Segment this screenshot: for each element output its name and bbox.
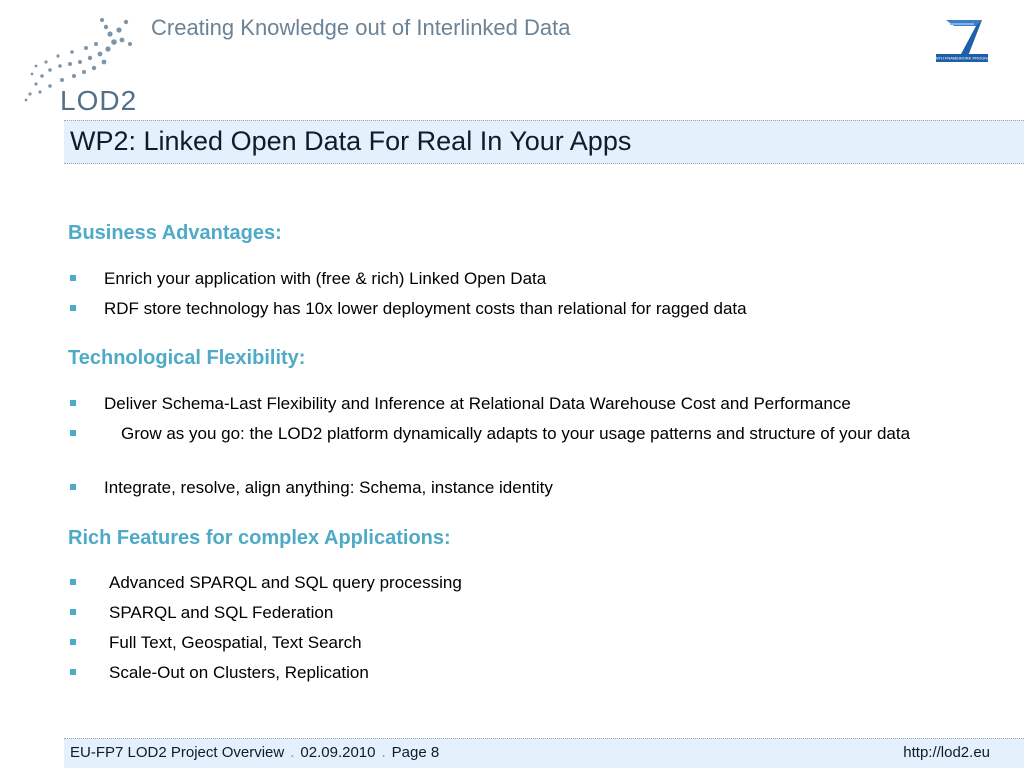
list-item: SPARQL and SQL Federation <box>68 601 998 625</box>
footer <box>64 738 1024 768</box>
list-item: Full Text, Geospatial, Text Search <box>68 631 998 655</box>
bullet-square-icon <box>70 305 76 311</box>
list-item: Deliver Schema-Last Flexibility and Inference at Relational Data Warehouse Cost and Performance <box>68 392 998 416</box>
list-item: Enrich your application with (free & rich) Linked Open Data <box>68 267 998 291</box>
list-item: Advanced SPARQL and SQL query processing <box>68 571 998 595</box>
fp7-logo <box>924 16 1000 68</box>
list-item: Integrate, resolve, align anything: Schema, instance identity <box>68 476 998 500</box>
svg-text:SEVENTH FRAMEWORK PROGRAMME: SEVENTH FRAMEWORK PROGRAMME <box>924 55 1000 61</box>
footer-project: EU-FP7 LOD2 Project Overview <box>70 744 285 761</box>
footer-page-number: Page 8 <box>391 744 440 761</box>
list-item: Scale-Out on Clusters, Replication <box>68 661 998 685</box>
bullet-square-icon <box>70 484 76 490</box>
list-item: Grow as you go: the LOD2 platform dynamically adapts to your usage patterns and structure of your data <box>68 422 988 446</box>
tagline: Creating Knowledge out of Interlinked Data <box>151 15 571 40</box>
section-heading-rich-features: Rich Features for complex Applications: <box>68 527 451 549</box>
bullet-square-icon <box>70 275 76 281</box>
bullet-square-icon <box>70 609 76 615</box>
bullet-square-icon <box>70 430 76 436</box>
lod2-logo-text: LOD2 <box>60 85 138 116</box>
section-heading-business: Business Advantages: <box>68 222 282 244</box>
bullet-square-icon <box>70 400 76 406</box>
list-item: RDF store technology has 10x lower deployment costs than relational for ragged data <box>68 297 998 321</box>
slide-title: WP2: Linked Open Data For Real In Your Apps <box>70 126 632 156</box>
footer-info <box>70 744 439 761</box>
section-heading-technological: Technological Flexibility: <box>68 347 306 369</box>
footer-separator: . <box>290 744 295 761</box>
footer-url-link[interactable]: http://lod2.eu <box>903 744 990 761</box>
bullet-square-icon <box>70 579 76 585</box>
bullet-square-icon <box>70 639 76 645</box>
bullet-square-icon <box>70 669 76 675</box>
footer-separator: . <box>381 744 386 761</box>
lod2-logo <box>22 14 172 114</box>
title-bar <box>64 120 1024 164</box>
footer-date: 02.09.2010 <box>300 744 376 761</box>
